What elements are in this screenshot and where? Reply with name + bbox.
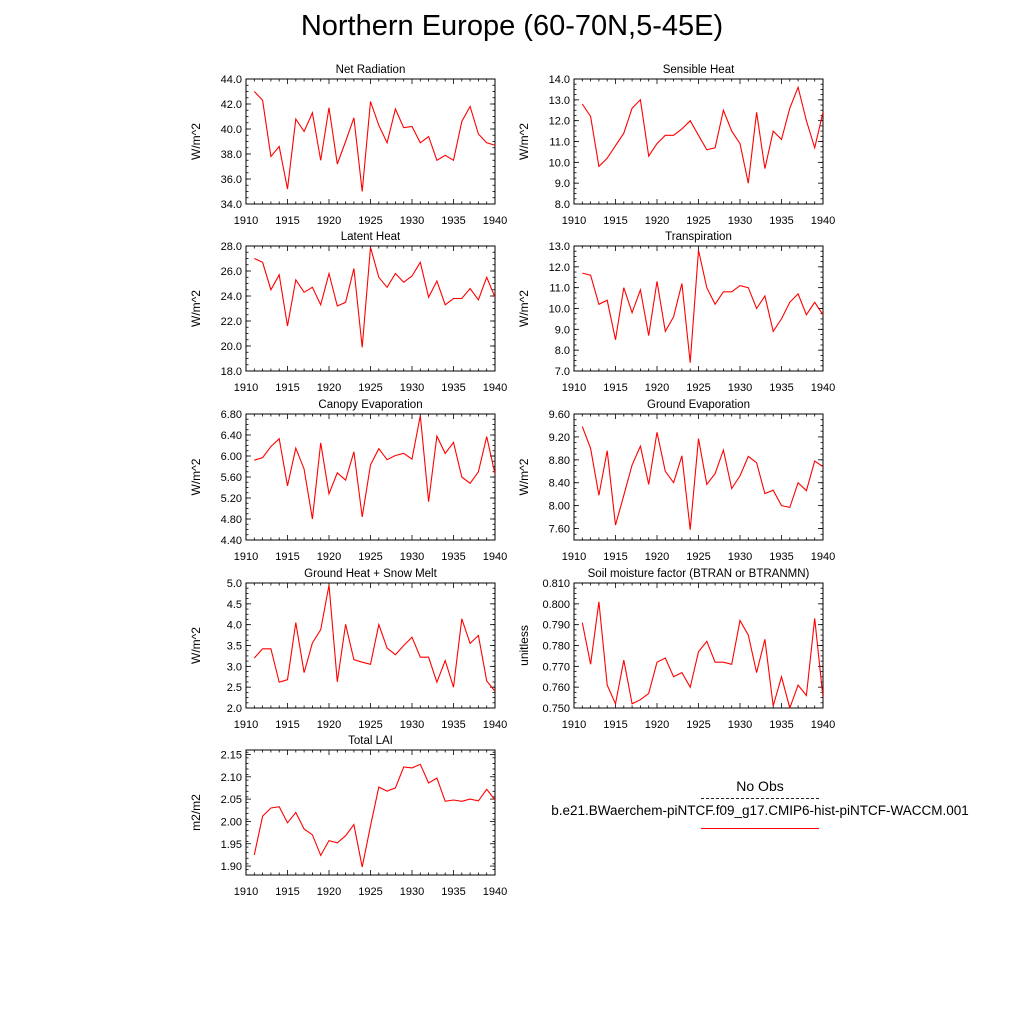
x-tick-label-ground-evaporation: 1915 [603,551,628,563]
plot-frame-transpiration [574,246,823,371]
x-tick-label-latent-heat: 1930 [399,382,425,394]
x-tick-label-ground-evaporation: 1930 [727,551,753,563]
x-tick-label-ground-heat-snow-melt: 1925 [358,719,383,731]
series-line-total-lai [254,764,495,867]
y-tick-label-net-radiation: 40.0 [220,124,242,136]
series-line-soil-moisture-factor-btran-or-btranmn [582,602,823,708]
x-tick-label-canopy-evaporation: 1935 [441,551,466,563]
y-tick-label-sensible-heat: 11.0 [549,136,570,149]
y-axis-label-net-radiation: W/m^2 [189,123,203,160]
x-tick-label-soil-moisture-factor-btran-or-btranmn: 1910 [561,719,587,731]
y-tick-label-ground-evaporation: 9.60 [548,409,570,421]
legend [530,778,990,829]
y-tick-label-soil-moisture-factor-btran-or-btranmn: 0.760 [542,682,570,695]
x-tick-label-ground-evaporation: 1925 [686,551,711,563]
panel-title-latent-heat: Latent Heat [340,231,401,243]
x-tick-label-latent-heat: 1910 [233,382,259,394]
x-tick-label-latent-heat: 1940 [482,382,508,394]
plot-frame-latent-heat [246,246,495,371]
y-axis-label-ground-evaporation: W/m^2 [517,458,531,496]
x-tick-label-ground-evaporation: 1920 [644,551,670,563]
plot-frame-canopy-evaporation [246,414,495,540]
panel-title-soil-moisture-factor-btran-or-btranmn: Soil moisture factor (BTRAN or BTRANMN) [587,568,810,580]
y-tick-label-net-radiation: 44.0 [220,74,242,86]
y-axis-label-latent-heat: W/m^2 [189,290,203,327]
y-tick-label-transpiration: 9.0 [554,324,570,337]
x-tick-label-transpiration: 1940 [810,382,836,394]
x-tick-label-sensible-heat: 1930 [727,215,753,227]
y-tick-label-ground-evaporation: 8.40 [548,477,570,490]
y-tick-label-total-lai: 2.05 [220,794,242,807]
plot-frame-ground-evaporation [574,414,823,540]
x-tick-label-soil-moisture-factor-btran-or-btranmn: 1930 [727,719,753,731]
y-tick-label-ground-heat-snow-melt: 3.5 [226,640,242,653]
series-line-ground-evaporation [582,427,823,530]
y-tick-label-ground-evaporation: 9.20 [548,431,570,444]
panel-canopy-evaporation [189,399,507,563]
y-tick-label-soil-moisture-factor-btran-or-btranmn: 0.750 [542,703,570,715]
x-tick-label-soil-moisture-factor-btran-or-btranmn: 1920 [644,719,670,731]
x-tick-label-total-lai: 1920 [316,886,342,898]
y-tick-label-latent-heat: 24.0 [220,291,242,303]
x-tick-label-sensible-heat: 1920 [644,215,670,227]
x-tick-label-net-radiation: 1935 [441,215,466,227]
x-tick-label-total-lai: 1915 [275,886,300,898]
y-tick-label-total-lai: 2.15 [220,749,242,762]
x-tick-label-ground-evaporation: 1910 [561,551,587,563]
plot-frame-sensible-heat [574,79,823,204]
panel-latent-heat [189,231,507,394]
x-tick-label-latent-heat: 1935 [441,382,466,394]
y-tick-label-canopy-evaporation: 6.00 [220,451,242,463]
plot-frame-soil-moisture-factor-btran-or-btranmn [574,583,823,708]
plot-frame-total-lai [246,750,495,875]
series-line-latent-heat [254,247,495,347]
x-tick-label-sensible-heat: 1940 [810,215,836,227]
panel-title-ground-evaporation: Ground Evaporation [647,399,750,411]
x-tick-label-canopy-evaporation: 1915 [275,551,300,563]
y-tick-label-ground-evaporation: 8.00 [548,500,570,513]
series-line-canopy-evaporation [254,416,495,519]
y-tick-label-net-radiation: 36.0 [220,174,242,186]
y-tick-label-sensible-heat: 9.0 [554,178,570,191]
panel-ground-heat-snow-melt [189,568,507,731]
y-tick-label-ground-heat-snow-melt: 4.5 [226,598,242,611]
x-tick-label-sensible-heat: 1915 [603,215,628,227]
x-tick-label-total-lai: 1940 [482,886,508,898]
x-tick-label-transpiration: 1915 [603,382,628,394]
y-tick-label-total-lai: 2.00 [220,816,242,829]
x-tick-label-ground-heat-snow-melt: 1915 [275,719,300,731]
x-tick-label-total-lai: 1935 [441,886,466,898]
x-tick-label-net-radiation: 1925 [358,215,383,227]
panel-title-sensible-heat: Sensible Heat [662,64,735,76]
x-tick-label-ground-evaporation: 1935 [769,551,794,563]
series-line-transpiration [582,250,823,363]
panel-net-radiation [189,64,507,227]
panel-ground-evaporation [517,399,835,563]
x-tick-label-net-radiation: 1910 [233,215,259,227]
x-tick-label-total-lai: 1930 [399,886,425,898]
y-tick-label-canopy-evaporation: 4.80 [220,514,242,526]
y-tick-label-net-radiation: 34.0 [220,199,242,211]
y-tick-label-transpiration: 11.0 [549,282,570,295]
y-tick-label-ground-heat-snow-melt: 2.0 [226,703,242,715]
x-tick-label-transpiration: 1935 [769,382,794,394]
y-tick-label-soil-moisture-factor-btran-or-btranmn: 0.780 [542,640,570,653]
y-tick-label-sensible-heat: 8.0 [554,199,570,211]
y-tick-label-transpiration: 8.0 [554,345,570,358]
panel-transpiration [517,231,835,394]
y-tick-label-total-lai: 2.10 [220,771,242,784]
x-tick-label-transpiration: 1925 [686,382,711,394]
y-axis-label-sensible-heat: W/m^2 [517,123,531,160]
plot-frame-ground-heat-snow-melt [246,583,495,708]
y-tick-label-ground-evaporation: 8.80 [548,454,570,467]
y-tick-label-ground-heat-snow-melt: 4.0 [226,619,242,632]
x-tick-label-canopy-evaporation: 1930 [399,551,425,563]
y-tick-label-canopy-evaporation: 4.40 [220,535,242,547]
x-tick-label-total-lai: 1925 [358,886,383,898]
y-tick-label-ground-evaporation: 7.60 [548,523,570,536]
x-tick-label-net-radiation: 1940 [482,215,508,227]
y-tick-label-soil-moisture-factor-btran-or-btranmn: 0.790 [542,619,570,632]
y-axis-label-ground-heat-snow-melt: W/m^2 [189,627,203,664]
y-axis-label-soil-moisture-factor-btran-or-btranmn: unitless [517,625,531,666]
y-tick-label-total-lai: 1.95 [220,838,242,851]
panel-sensible-heat [517,64,835,227]
panel-soil-moisture-factor-btran-or-btranmn [517,568,835,731]
x-tick-label-transpiration: 1920 [644,382,670,394]
y-tick-label-transpiration: 13.0 [548,241,570,253]
x-tick-label-soil-moisture-factor-btran-or-btranmn: 1925 [686,719,711,731]
y-tick-label-latent-heat: 22.0 [220,316,242,328]
legend-case-line [701,828,819,829]
x-tick-label-soil-moisture-factor-btran-or-btranmn: 1915 [603,719,628,731]
x-tick-label-latent-heat: 1920 [316,382,342,394]
y-tick-label-ground-heat-snow-melt: 5.0 [226,578,242,590]
y-tick-label-transpiration: 10.0 [548,303,570,316]
x-tick-label-net-radiation: 1920 [316,215,342,227]
y-tick-label-canopy-evaporation: 5.60 [220,472,242,484]
y-tick-label-canopy-evaporation: 6.80 [220,409,242,421]
x-tick-label-ground-heat-snow-melt: 1920 [316,719,342,731]
y-tick-label-latent-heat: 28.0 [220,241,242,253]
y-tick-label-ground-heat-snow-melt: 3.0 [226,661,242,674]
y-tick-label-net-radiation: 42.0 [220,99,242,111]
panel-title-canopy-evaporation: Canopy Evaporation [318,399,423,411]
series-line-sensible-heat [582,87,823,183]
x-tick-label-canopy-evaporation: 1910 [233,551,259,563]
x-tick-label-soil-moisture-factor-btran-or-btranmn: 1935 [769,719,794,731]
series-line-ground-heat-snow-melt [254,585,495,691]
y-tick-label-transpiration: 12.0 [548,261,570,274]
y-tick-label-total-lai: 1.90 [220,861,242,874]
x-tick-label-sensible-heat: 1935 [769,215,794,227]
y-axis-label-transpiration: W/m^2 [517,290,531,327]
y-tick-label-sensible-heat: 10.0 [548,157,570,170]
y-axis-label-total-lai: m2/m2 [189,794,203,831]
x-tick-label-canopy-evaporation: 1940 [482,551,508,563]
y-tick-label-sensible-heat: 12.0 [548,115,570,128]
y-tick-label-latent-heat: 20.0 [220,341,242,353]
x-tick-label-net-radiation: 1915 [275,215,300,227]
legend-obs-label: No Obs [736,778,784,794]
x-tick-label-canopy-evaporation: 1920 [316,551,342,563]
panel-title-total-lai: Total LAI [348,735,393,747]
x-tick-label-sensible-heat: 1910 [561,215,587,227]
x-tick-label-latent-heat: 1925 [358,382,383,394]
y-tick-label-latent-heat: 26.0 [220,266,242,278]
series-line-net-radiation [254,92,495,192]
x-tick-label-total-lai: 1910 [233,886,259,898]
figure-title: Northern Europe (60-70N,5-45E) [300,10,724,42]
y-tick-label-soil-moisture-factor-btran-or-btranmn: 0.810 [542,578,570,590]
x-tick-label-ground-heat-snow-melt: 1910 [233,719,259,731]
x-tick-label-transpiration: 1910 [561,382,587,394]
y-tick-label-net-radiation: 38.0 [220,149,242,161]
x-tick-label-soil-moisture-factor-btran-or-btranmn: 1940 [810,719,836,731]
legend-obs-line [701,798,819,799]
panel-total-lai [189,735,507,898]
x-tick-label-transpiration: 1930 [727,382,753,394]
x-tick-label-ground-heat-snow-melt: 1935 [441,719,466,731]
y-tick-label-latent-heat: 18.0 [220,366,242,378]
y-tick-label-canopy-evaporation: 6.40 [220,430,242,442]
y-axis-label-canopy-evaporation: W/m^2 [189,458,203,496]
y-tick-label-canopy-evaporation: 5.20 [220,493,242,505]
y-tick-label-ground-heat-snow-melt: 2.5 [226,682,242,695]
x-tick-label-ground-heat-snow-melt: 1930 [399,719,425,731]
x-tick-label-sensible-heat: 1925 [686,215,711,227]
y-tick-label-soil-moisture-factor-btran-or-btranmn: 0.800 [542,598,570,611]
x-tick-label-latent-heat: 1915 [275,382,300,394]
y-tick-label-sensible-heat: 14.0 [548,74,570,86]
x-tick-label-canopy-evaporation: 1925 [358,551,383,563]
x-tick-label-ground-evaporation: 1940 [810,551,836,563]
panel-title-transpiration: Transpiration [665,231,732,243]
y-tick-label-transpiration: 7.0 [554,366,570,378]
panel-title-ground-heat-snow-melt: Ground Heat + Snow Melt [304,568,437,580]
legend-case-label: b.e21.BWaerchem-piNTCF.f09_g17.CMIP6-hist-piNTCF-WACCM.001 [551,803,969,818]
y-tick-label-soil-moisture-factor-btran-or-btranmn: 0.770 [542,661,570,674]
x-tick-label-net-radiation: 1930 [399,215,425,227]
panel-title-net-radiation: Net Radiation [335,64,406,76]
x-tick-label-ground-heat-snow-melt: 1940 [482,719,508,731]
y-tick-label-sensible-heat: 13.0 [548,94,570,107]
